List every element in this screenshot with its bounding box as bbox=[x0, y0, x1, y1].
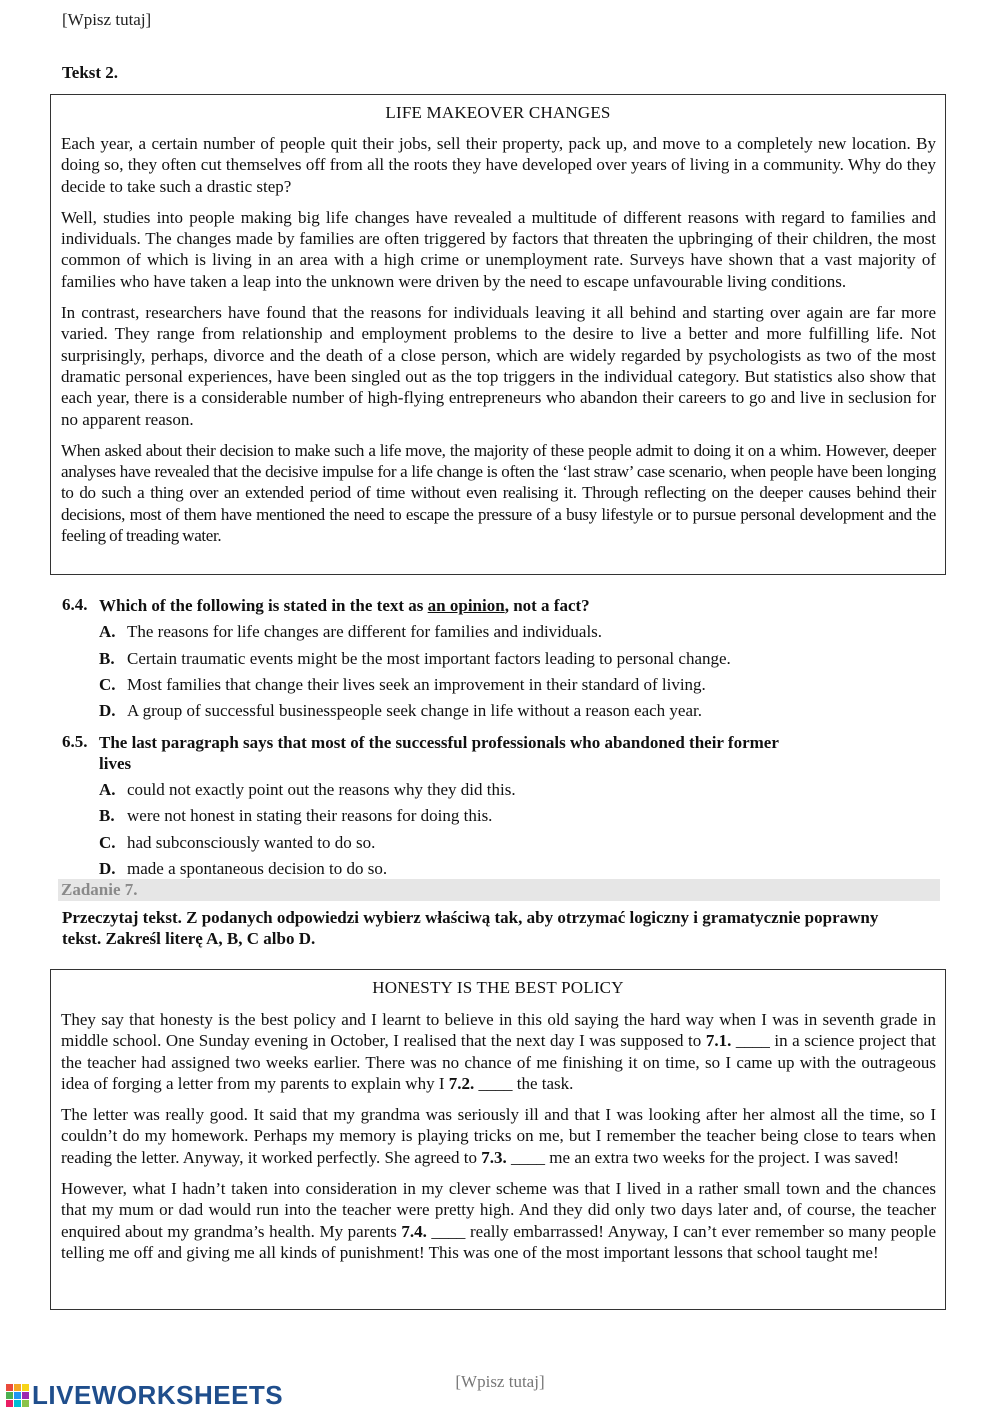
paragraph: However, what I hadn’t taken into consideration in my clever scheme was that I lived in a rather small town and the chances that my mum or dad would run into the teacher were pretty high. And they did only two days later and, of course, the teacher enquired about my grandma’s health. My parents 7.4. ____ really embarrassed! Anyway, I can’t ever remember so many people telling me off and giving me all kinds of punishment! This was one of the most important lessons that school taught me! bbox=[61, 1179, 936, 1262]
paragraph: Each year, a certain number of people quit their jobs, sell their property, pack up, and move to a completely new location. By doing so, they often cut themselves off from all the roots they have developed over years of living in a community. Why do they decide to take such a drastic step? bbox=[61, 134, 936, 196]
question-number: 6.4. bbox=[62, 595, 88, 614]
logo-cell bbox=[22, 1400, 29, 1407]
logo-cell bbox=[14, 1392, 21, 1399]
question-text: Which of the following is stated in the text as an opinion, not a fact? bbox=[99, 596, 590, 615]
logo-cell bbox=[6, 1392, 13, 1399]
paragraph: Well, studies into people making big life changes have revealed a multitude of different reasons with regard to families and individuals. The changes made by families are often triggered by factors that threaten the upbringing of their children, the most common of which is living in an area with a high crime or unemployment rate. Surveys have shown that a vast majority of families who have taken a leap into the unknown were driven by the need to escape unfavourable living conditions. bbox=[61, 207, 936, 291]
answer-option[interactable]: C. had subconsciously wanted to do so. bbox=[99, 833, 376, 852]
header-placeholder: [Wpisz tutaj] bbox=[62, 10, 152, 29]
logo-grid-icon bbox=[6, 1384, 29, 1407]
logo-cell bbox=[22, 1384, 29, 1391]
logo-cell bbox=[22, 1392, 29, 1399]
answer-option[interactable]: C. Most families that change their lives seek an improvement in their standard of living. bbox=[99, 675, 706, 694]
logo-cell bbox=[14, 1400, 21, 1407]
footer-placeholder: [Wpisz tutaj] bbox=[455, 1372, 545, 1391]
answer-option[interactable]: B. Certain traumatic events might be the most important factors leading to personal change. bbox=[99, 649, 731, 668]
answer-option[interactable]: B. were not honest in stating their reasons for doing this. bbox=[99, 806, 493, 825]
text-box-life-makeover bbox=[50, 94, 946, 575]
question-number: 6.5. bbox=[62, 732, 88, 751]
logo-cell bbox=[6, 1400, 13, 1407]
gap-number[interactable]: 7.2. bbox=[448, 1073, 475, 1093]
paragraph: When asked about their decision to make such a life move, the majority of these people admit to doing it on a whim. However, deeper analyses have revealed that the decisive impulse for a life change is often the ‘last straw’ case scenario, when people have been longing to do such a thing over an extended period of time without even realising it. Through reflecting on the deeper causes behind their decisions, most of them have mentioned the need to escape the pressure of a busy lifestyle or to pursue personal development and the feeling of treading water. bbox=[61, 440, 936, 546]
gap-number[interactable]: 7.1. bbox=[705, 1031, 732, 1051]
paragraph: In contrast, researchers have found that the reasons for individuals leaving it all behind and starting over again are far more varied. They range from relationship and employment problems to the desire to live a better and more fulfilling life. Not surprisingly, perhaps, divorce and the death of a close person, which are widely regarded by psychologists as two of the most dramatic personal experiences, have been singled out as the top triggers in the individual category. But statistics also show that each year, there is a considerable number of high-flying entrepreneurs who abandon their careers to go and live in seclusion for no apparent reason. bbox=[61, 303, 936, 429]
task-instruction: Przeczytaj tekst. Z podanych odpowiedzi wybierz właściwą tak, aby otrzymać logiczny i gramatycznie poprawny tekst. Zakreśl literę A, B, C albo D. bbox=[62, 908, 879, 948]
logo-cell bbox=[6, 1384, 13, 1391]
answer-option[interactable]: D. made a spontaneous decision to do so. bbox=[99, 859, 388, 878]
liveworksheets-logo[interactable] bbox=[6, 1380, 283, 1410]
paragraph: The letter was really good. It said that my grandma was seriously ill and that I was looking after her almost all the time, so I couldn’t do my homework. Perhaps my memory is playing tricks on me, but I remember the teacher being close to tears when reading the letter. Anyway, it worked perfectly. She agreed to 7.3. ____ me an extra two weeks for the project. I was saved! bbox=[61, 1105, 936, 1167]
logo-cell bbox=[14, 1384, 21, 1391]
answer-option[interactable]: D. A group of successful businesspeople seek change in life without a reason each year. bbox=[99, 701, 702, 720]
text-title: HONESTY IS THE BEST POLICY bbox=[372, 978, 624, 997]
gap-number[interactable]: 7.3. bbox=[481, 1147, 507, 1167]
paragraph: They say that honesty is the best policy and I learnt to believe in this old saying the hard way when I was in seventh grade in middle school. One Sunday evening in October, I realised that the next day I was supposed to 7.1. ____ in a science project that the teacher had assigned two weeks earlier. There was no chance of me finishing it on time, so I came up with the outrageous idea of forging a letter from my parents to explain why I 7.2. ____ the task. bbox=[61, 1010, 936, 1093]
answer-option[interactable]: A. could not exactly point out the reasons why they did this. bbox=[99, 780, 516, 799]
tekst-2-label: Tekst 2. bbox=[62, 63, 119, 82]
gap-number[interactable]: 7.4. bbox=[401, 1221, 427, 1241]
logo-text: LIVEWORKSHEETS bbox=[32, 1379, 284, 1410]
task-heading: Zadanie 7. bbox=[58, 879, 940, 901]
answer-option[interactable]: A. The reasons for life changes are different for families and individuals. bbox=[99, 622, 603, 641]
text-title: LIFE MAKEOVER CHANGES bbox=[385, 103, 611, 122]
question-text: The last paragraph says that most of the successful professionals who abandoned their former lives bbox=[99, 733, 779, 773]
text-box-honesty bbox=[50, 969, 946, 1310]
underlined-phrase: an opinion bbox=[427, 596, 505, 615]
